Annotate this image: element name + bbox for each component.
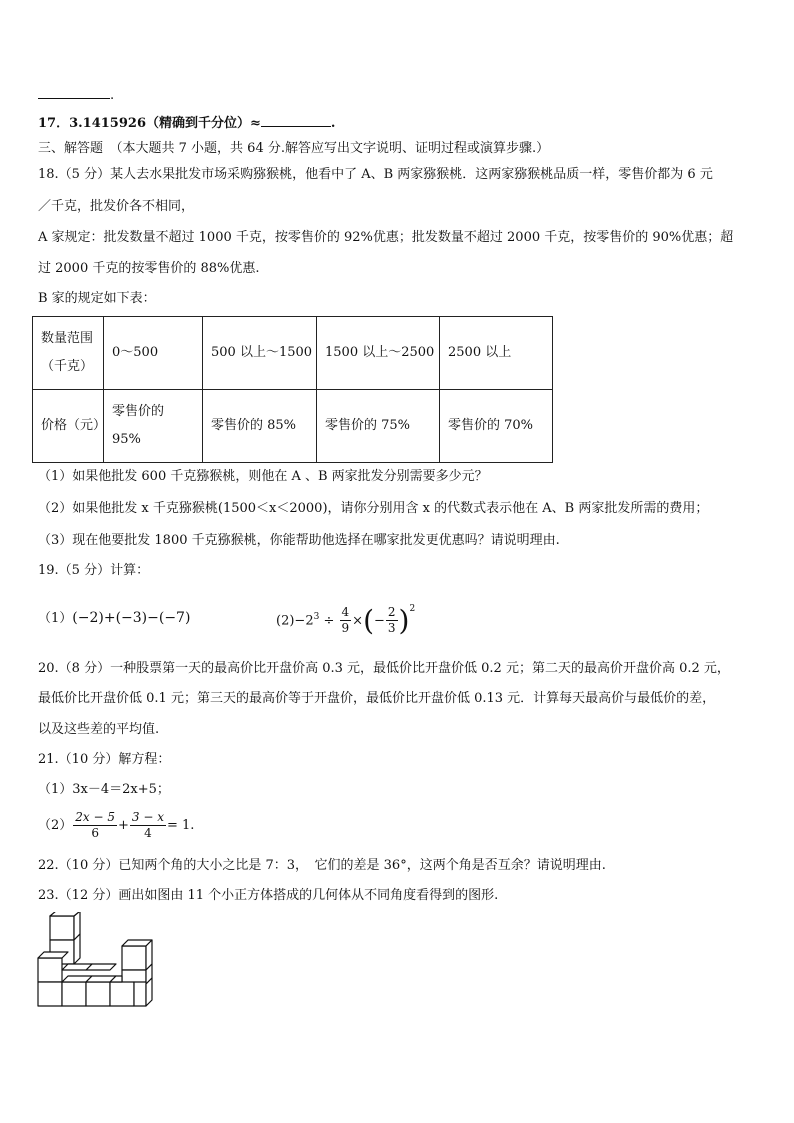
question-20-line3: 以及这些差的平均值. [38, 722, 160, 737]
question-23: 23.（12 分）画出如图由 11 个小正方体搭成的几何体从不同角度看得到的图形. [38, 888, 499, 903]
table-row-quantity [33, 317, 553, 390]
a-rule-line2: 过 2000 千克的按零售价的 88%优惠. [38, 261, 260, 276]
question-21-title: 21.（10 分）解方程： [38, 752, 171, 767]
q18-subquestion-3: （3）现在他要批发 1800 千克猕猴桃，你能帮助他选择在哪家批发更优惠吗？请说明理由. [38, 533, 560, 548]
q19-expression-1: (−2)+(−3)−(−7) [72, 610, 191, 626]
a-rule-line1: A 家规定：批发数量不超过 1000 千克，按零售价的 92%优惠；批发数量不超过 2000 千克，按零售价的 90%优惠；超 [38, 230, 734, 245]
question-20-line1: 20.（8 分）一种股票第一天的最高价比开盘价高 0.3 元，最低价比开盘价低 0.2 元；第二天的最高价开盘价高 0.2 元， [38, 661, 730, 676]
fraction-2-3: $\frac{2}{3}$ [387, 605, 396, 636]
table-cell: 1500 以上～2500 [317, 317, 440, 390]
fraction-3-x-over-4: $\frac{3 - x}{4}$ [131, 810, 165, 840]
b-rule-intro: B 家的规定如下表： [38, 291, 156, 306]
table-cell: 0～500 [104, 317, 203, 390]
question-19-title: 19.（5 分）计算： [38, 563, 150, 578]
section-heading: 三、解答题 （本大题共 7 小题，共 64 分.解答应写出文字说明、证明过程或演算步骤.） [38, 141, 550, 156]
b-pricing-table [32, 316, 553, 463]
table-cell: 500 以上～1500 [203, 317, 317, 390]
question-18-line1: 18.（5 分）某人去水果批发市场采购猕猴桃，他看中了 A、B 两家猕猴桃．这两家猕猴桃品质一样，零售价都为 6 元 [38, 167, 713, 182]
question-18-line2: ／千克，批发价各不相同， [38, 199, 195, 214]
q21-equation-1: （1）3x－4＝2x+5； [38, 782, 170, 797]
question-17: 17．3.1415926（精确到千分位）≈ . [38, 116, 336, 131]
fraction-2x-5-over-6: $\frac{2x - 5}{6}$ [75, 810, 116, 840]
fraction-4-9: $\frac{4}{9}$ [341, 605, 350, 636]
table-cell: 零售价的 95% [104, 390, 203, 463]
top-answer-blank: . [38, 86, 114, 105]
q19-part1: （1）(−2)+(−3)−(−7) [38, 610, 191, 626]
q18-subquestion-2: （2）如果他批发 x 千克猕猴桃(1500＜x＜2000)，请你分别用含 x 的代数式表示他在 A、B 两家批发所需的费用； [38, 501, 709, 516]
table-cell: 2500 以上 [440, 317, 553, 390]
table-header-price: 价格（元） [33, 390, 104, 463]
cube-stack-figure [36, 912, 166, 1012]
q21-equation-2: （2） $\frac{2x - 5}{6}$ + $\frac{3 - x}{4}$ = 1. [38, 810, 195, 840]
table-cell: 零售价的 75% [317, 390, 440, 463]
table-cell: 零售价的 85% [203, 390, 317, 463]
question-20-line2: 最低价比开盘价低 0.1 元；第三天的最高价等于开盘价，最低价比开盘价低 0.13 元．计算每天最高价与最低价的差， [38, 691, 716, 706]
table-row-price [33, 390, 553, 463]
q18-subquestion-1: （1）如果他批发 600 千克猕猴桃，则他在 A 、B 两家批发分别需要多少元？ [38, 469, 488, 484]
table-cell: 零售价的 70% [440, 390, 553, 463]
question-22: 22.（10 分）已知两个角的大小之比是 7：3， 它们的差是 36°，这两个角是否互余？请说明理由. [38, 858, 606, 873]
table-header-quantity: 数量范围 （千克） [33, 317, 104, 390]
q19-part2: $(2)-2^3$ ÷ $\frac{4}{9}$ ×(− $\frac{2}{3}$ )$^2$ [276, 603, 416, 637]
answer-blank [261, 114, 331, 127]
